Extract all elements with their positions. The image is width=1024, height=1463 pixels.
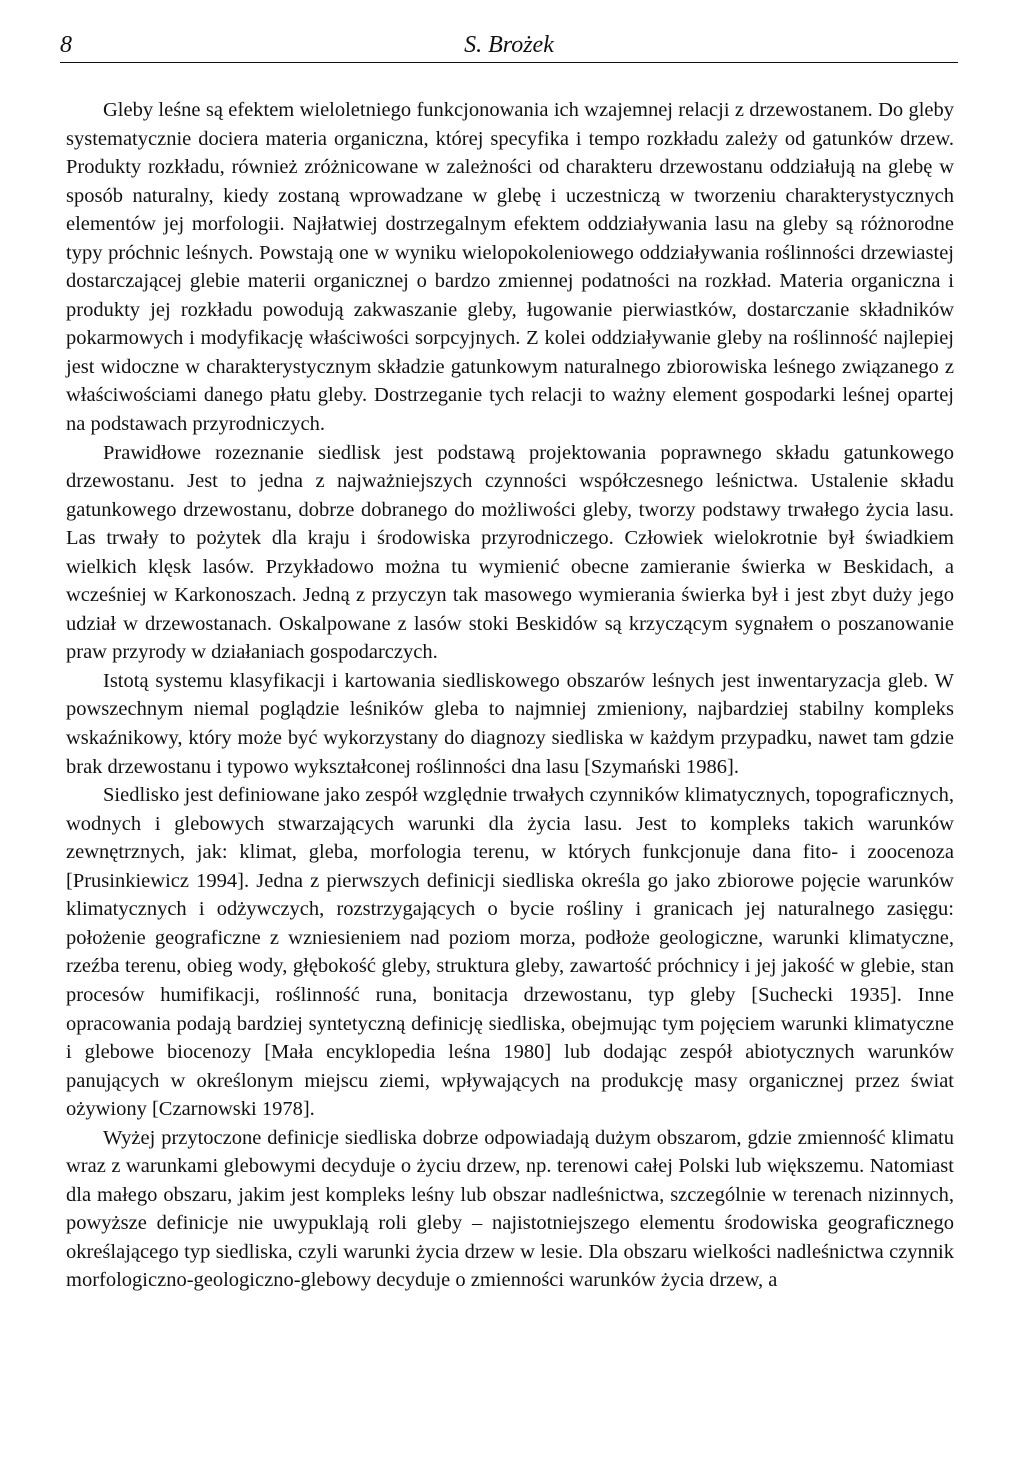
page-number: 8 [60,32,72,58]
paragraph: Prawidłowe rozeznanie siedlisk jest podstawą projektowania poprawnego składu gatunkowego drzewostanu. Jest to jedna z najważniejszych czynności współczesnego leśnictwa. Ustalenie składu gatunkowego drzewostanu, dobrze dobranego do możliwości gleby, tworzy podstawy trwałego życia lasu. Las trwały to pożytek dla kraju i środowiska przyrodniczego. Człowiek wielokrotnie był świadkiem wielkich klęsk lasów. Przykładowo można tu wymienić obecne zamieranie świerka w Beskidach, a wcześniej w Karkonoszach. Jedną z przyczyn tak masowego wymierania świerka był i jest zbyt duży jego udział w drzewostanach. Oskalpowane z lasów stoki Beskidów są krzyczącym sygnałem o poszanowanie praw przyrody w działaniach gospodarczych. [66,441,954,664]
body-text [66,96,954,1295]
page-header [60,28,958,63]
running-head-author: S. Brożek [464,32,554,58]
paragraph: Siedlisko jest definiowane jako zespół względnie trwałych czynników klimatycznych, topograficznych, wodnych i glebowych stwarzających warunki dla życia lasu. Jest to kompleks takich warunków zewnętrznych, jak: klimat, gleba, morfologia terenu, w których funkcjonuje dana fito- i zoocenoza [Prusinkiewicz 1994]. Jedna z pierwszych definicji siedliska określa go jako zbiorowe pojęcie warunków klimatycznych i odżywczych, rozstrzygających o bycie rośliny i granicach jej naturalnego zasięgu: położenie geograficzne z wzniesieniem nad poziom morza, podłoże geologiczne, warunki klimatyczne, rzeźba terenu, obieg wody, głębokość gleby, struktura gleby, zawartość próchnicy i jej jakość w glebie, stan procesów humifikacji, roślinność runa, bonitacja drzewostanu, typ gleby [Suchecki 1935]. Inne opracowania podają bardziej syntetyczną definicję siedliska, obejmując tym pojęciem warunki klimatyczne i glebowe biocenozy [Mała encyklopedia leśna 1980] lub dodając zespół abiotycznych warunków panujących w określonym miejscu ziemi, wpływających na produkcję masy organicznej przez świat ożywiony [Czarnowski 1978]. [66,784,954,1121]
paragraph: Wyżej przytoczone definicje siedliska dobrze odpowiadają dużym obszarom, gdzie zmienność klimatu wraz z warunkami glebowymi decyduje o życiu drzew, np. terenowi całej Polski lub większemu. Natomiast dla małego obszaru, jakim jest kompleks leśny lub obszar nadleśnictwa, szczególnie w terenach nizinnych, powyższe definicje nie uwypuklają roli gleby – najistotniejszego elementu środowiska geograficznego określającego typ siedliska, czyli warunki życia drzew w lesie. Dla obszaru wielkości nadleśnictwa czynnik morfologiczno-geologiczno-glebowy decyduje o zmienności warunków życia drzew, a [66,1126,954,1292]
paragraph: Gleby leśne są efektem wieloletniego funkcjonowania ich wzajemnej relacji z drzewostanem. Do gleby systematycznie dociera materia organiczna, której specyfika i tempo rozkładu zależy od gatunków drzew. Produkty rozkładu, również zróżnicowane w zależności od charakteru drzewostanu oddziałują na glebę w sposób naturalny, kiedy zostaną wprowadzane w glebę i uczestniczą w tworzeniu charakterystycznych elementów jej morfologii. Najłatwiej dostrzegalnym efektem oddziaływania lasu na gleby są różnorodne typy próchnic leśnych. Powstają one w wyniku wielopokoleniowego oddziaływania roślinności drzewiastej dostarczającej glebie materii organicznej o bardzo zmiennej podatności na rozkład. Materia organiczna i produkty jej rozkładu powodują zakwaszanie gleby, ługowanie pierwiastków, dostarczanie składników pokarmowych i modyfikację właściwości sorpcyjnych. Z kolei oddziaływanie gleby na roślinność najlepiej jest widoczne w charakterystycznym składzie gatunkowym naturalnego zbiorowiska leśnego związanego z właściwościami danego płatu gleby. Dostrzeganie tych relacji to ważny element gospodarki leśnej opartej na podstawach przyrodniczych. [66,99,954,436]
paragraph: Istotą systemu klasyfikacji i kartowania siedliskowego obszarów leśnych jest inwentaryzacja gleb. W powszechnym niemal poglądzie leśników gleba to najmniej zmieniony, najbardziej stabilny kompleks wskaźnikowy, który może być wykorzystany do diagnozy siedliska w każdym przypadku, nawet tam gdzie brak drzewostanu i typowo wykształconej roślinności dna lasu [Szymański 1986]. [66,669,954,778]
